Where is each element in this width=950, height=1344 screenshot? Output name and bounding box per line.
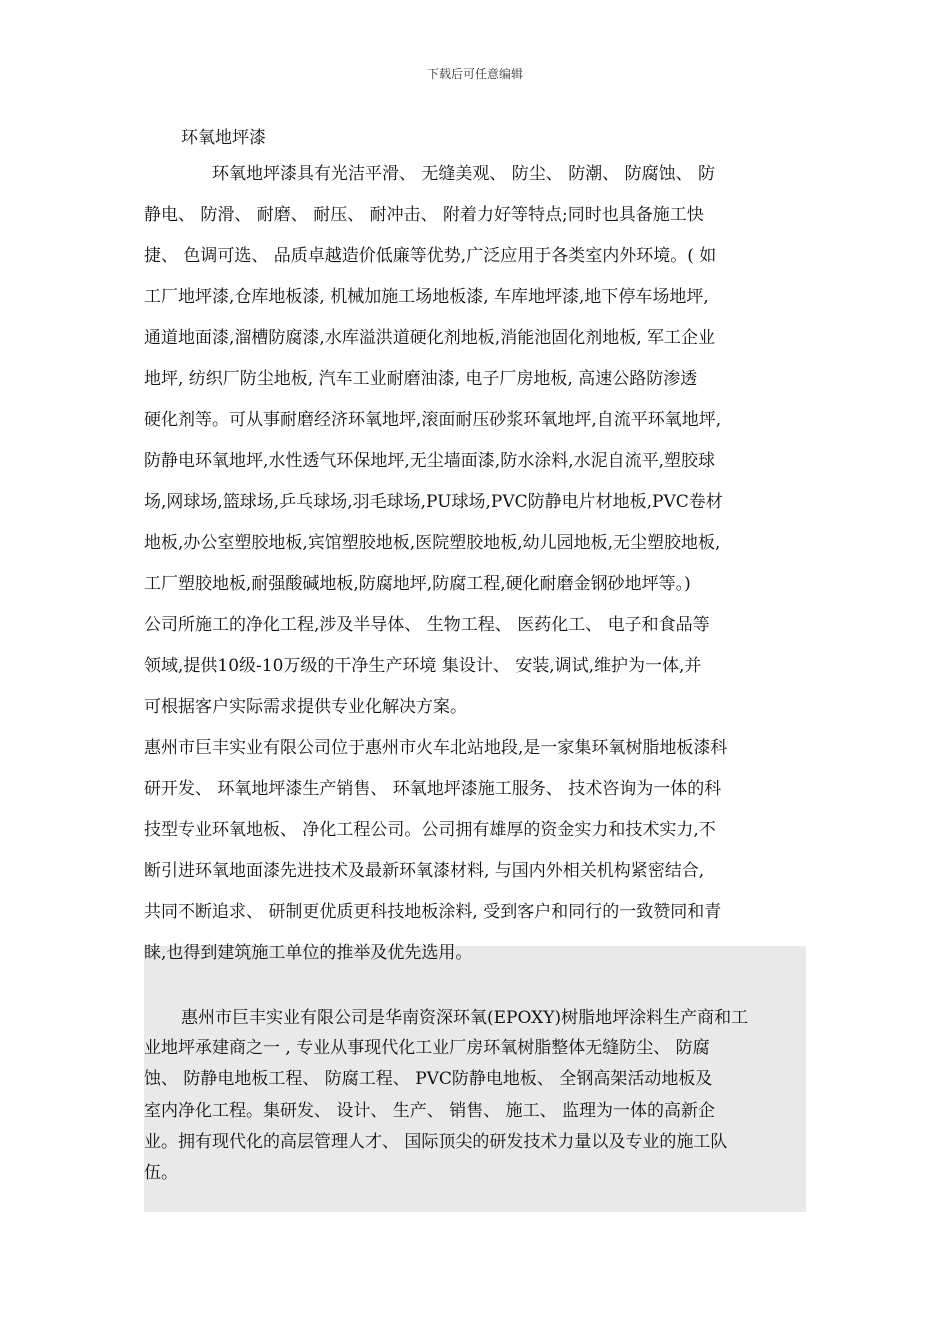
paragraph-1-line: 地坪, 纺织厂防尘地板, 汽车工业耐磨油漆, 电子厂房地板, 高速公路防渗透	[144, 369, 698, 389]
paragraph-1-line: 防静电环氧地坪,水性透气环保地坪,无尘墙面漆,防水涂料,水泥自流平,塑胶球	[144, 451, 716, 471]
paragraph-1-line: 环氧地坪漆具有光洁平滑、 无缝美观、 防尘、 防潮、 防腐蚀、 防	[212, 164, 716, 184]
paragraph-3-line: 伍。	[144, 1163, 178, 1183]
paragraph-1-line: 通道地面漆,溜槽防腐漆,水库溢洪道硬化剂地板,消能池固化剂地板, 军工企业	[144, 328, 716, 348]
paragraph-3-line: 业。拥有现代化的高层管理人才、 国际顶尖的研发技术力量以及专业的施工队	[144, 1132, 728, 1152]
paragraph-1-line: 工厂地坪漆,仓库地板漆, 机械加施工场地板漆, 车库地坪漆,地下停车场地坪,	[144, 287, 709, 307]
paragraph-1-line: 捷、 色调可选、 品质卓越造价低廉等优势,广泛应用于各类室内外环境。( 如	[144, 246, 717, 266]
paragraph-2-line: 研开发、 环氧地坪漆生产销售、 环氧地坪漆施工服务、 技术咨询为一体的科	[144, 779, 722, 799]
paragraph-2-line: 惠州市巨丰实业有限公司位于惠州市火车北站地段,是一家集环氧树脂地板漆科	[144, 738, 728, 758]
section-title: 环氧地坪漆	[181, 128, 266, 148]
paragraph-1-line: 场,网球场,篮球场,乒乓球场,羽毛球场,PU球场,PVC防静电片材地板,PVC卷材	[144, 492, 723, 512]
paragraph-1-line: 公司所施工的净化工程,涉及半导体、 生物工程、 医药化工、 电子和食品等	[144, 615, 710, 635]
paragraph-2-line: 共同不断追求、 研制更优质更科技地板涂料, 受到客户和同行的一致赞同和青	[144, 902, 722, 922]
page-header: 下载后可任意编辑	[426, 67, 523, 81]
paragraph-1-line: 静电、 防滑、 耐磨、 耐压、 耐冲击、 附着力好等特点;同时也具备施工快	[144, 205, 704, 225]
paragraph-2-line: 技型专业环氧地板、 净化工程公司。公司拥有雄厚的资金实力和技术实力,不	[144, 820, 716, 840]
paragraph-1-line: 可根据客户实际需求提供专业化解决方案。	[144, 697, 467, 717]
paragraph-3-line: 惠州市巨丰实业有限公司是华南资深环氧(EPOXY)树脂地坪涂料生产商和工	[181, 1008, 749, 1028]
paragraph-2-line: 断引进环氧地面漆先进技术及最新环氧漆材料, 与国内外相关机构紧密结合,	[144, 861, 705, 881]
paragraph-2-line: 睐,也得到建筑施工单位的推举及优先选用。	[144, 943, 473, 963]
paragraph-3-line: 室内净化工程。集研发、 设计、 生产、 销售、 施工、 监理为一体的高新企	[144, 1101, 716, 1121]
paragraph-1-line: 领域,提供10级-10万级的干净生产环境 集设计、 安装,调试,维护为一体,并	[144, 656, 702, 676]
paragraph-3-line: 业地坪承建商之一 , 专业从事现代化工业厂房环氧树脂整体无缝防尘、 防腐	[144, 1038, 710, 1058]
paragraph-1-line: 工厂塑胶地板,耐强酸碱地板,防腐地坪,防腐工程,硬化耐磨金钢砂地坪等。)	[144, 574, 691, 594]
paragraph-1-line: 地板,办公室塑胶地板,宾馆塑胶地板,医院塑胶地板,幼儿园地板,无尘塑胶地板,	[144, 533, 721, 553]
paragraph-3-line: 蚀、 防静电地板工程、 防腐工程、 PVC防静电地板、 全钢高架活动地板及	[144, 1069, 713, 1089]
paragraph-1-line: 硬化剂等。可从事耐磨经济环氧地坪,滚面耐压砂浆环氧地坪,自流平环氧地坪,	[144, 410, 722, 430]
